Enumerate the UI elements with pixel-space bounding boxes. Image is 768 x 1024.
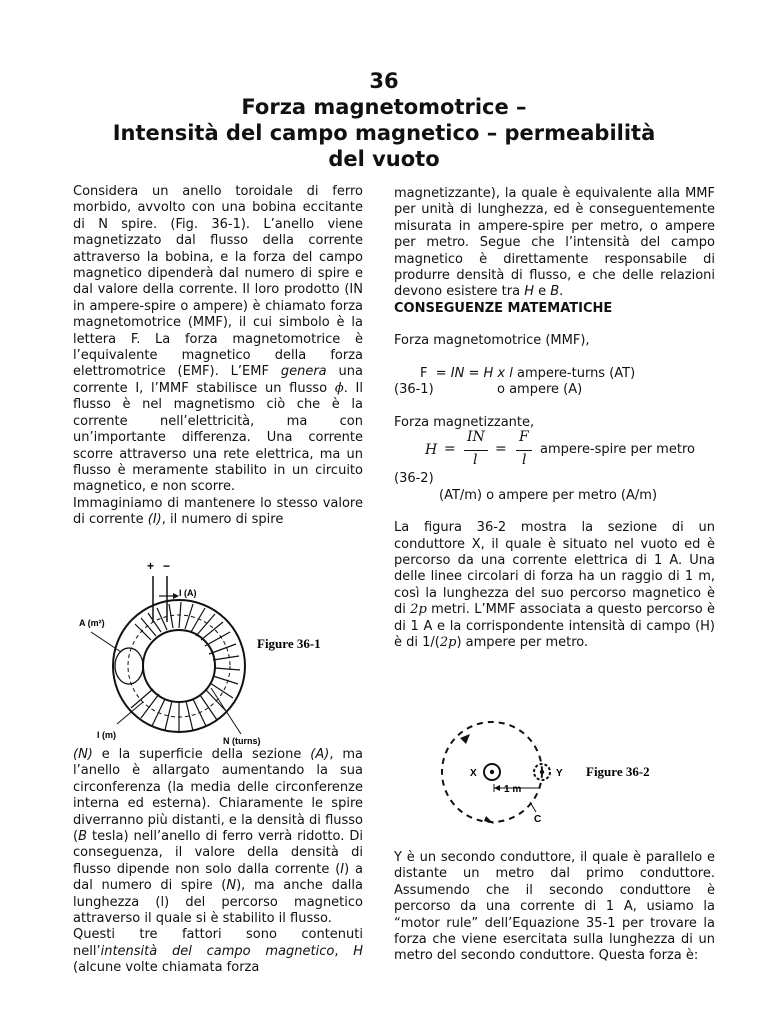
mmf-intro: Forza magnetomotrice (MMF),	[394, 333, 590, 349]
right-column	[394, 186, 715, 651]
right-column-continued	[394, 850, 715, 965]
equation-36-1-alt: o ampere (A)	[497, 382, 583, 398]
distance-label: 1 m	[504, 784, 522, 795]
page-title	[40, 68, 728, 172]
title-line-3: del vuoto	[328, 147, 440, 171]
figure-36-2-caption: Figure 36-2	[586, 764, 650, 779]
h-intro: Forza magnetizzante,	[394, 414, 535, 430]
left-paragraph-4: Questi tre fattori sono contenuti nell’intensità del campo magnetico, H (alcune volte chiamata forza	[73, 927, 363, 976]
conductor-x-label: X	[470, 768, 477, 779]
figure-36-1	[73, 556, 363, 746]
figure-36-1-caption: Figure 36-1	[257, 636, 321, 651]
section-heading: CONSEGUENZE MATEMATICHE	[394, 300, 613, 316]
right-paragraph-3: Y è un secondo conduttore, il quale è parallelo e distante un metro dal primo conduttore. Assumendo che il secondo conduttore è percorso da una corrente di 1 A, usiamo la “motor rule” dell’Equazione 35-1 per trovare la forza che viene esercitata sulla lunghezza di un metro del secondo conduttore. Questa forza è:	[394, 850, 715, 964]
current-label: I (A)	[179, 588, 197, 598]
plus-terminal-label: +	[147, 559, 155, 573]
chapter-number: 36	[369, 69, 399, 93]
equation-36-1: F = IN = H x l ampere-turns (AT)	[420, 365, 636, 381]
equation-36-2-alt: (AT/m) o ampere per metro (A/m)	[439, 487, 658, 503]
path-c-label: C	[534, 814, 542, 825]
right-paragraph-2: La figura 36-2 mostra la sezione di un conduttore X, il quale è situato nel vuoto ed è percorso da una corrente elettrica di 1 A. Una delle linee circolari di forza ha un raggio di 1 m, così la lunghezza del suo percorso magnetico è di 2p metri. L’MMF associata a questo percorso è di 1 A e la corrispondente intensità di campo (H) è di 1/(2p) ampere per metro.	[394, 520, 716, 650]
turns-label: N (turns)	[223, 736, 261, 746]
conductor-y-label: Y	[556, 768, 563, 779]
left-paragraph-2: Immaginiamo di mantenere lo stesso valore di corrente (I), il numero di spire	[73, 495, 363, 528]
left-paragraph-3: (N) e la superficie della sezione (A), ma l’anello è allargato aumentando la sua circonferenza (la media delle circonferenze interna ed esterna). Chiaramente le spire diverranno più distanti, e la densità di flusso (B tesla) nell’anello di ferro verrà ridotto. Di conseguenza, il valore della densità di flusso dipende non solo dalla corrente (I) a dal numero di spire (N), ma anche dalla lunghezza (l) del percorso magnetico attraverso il quale si è stabilito il flusso.	[73, 747, 364, 927]
title-line-1: Forza magnetomotrice –	[241, 95, 527, 119]
minus-terminal-label: −	[163, 559, 171, 573]
left-paragraph-1: Considera un anello toroidale di ferro morbido, avvolto con una bobina eccitante di N spire. (Fig. 36-1). L’anello viene magnetizzato dal flusso della corrente attraverso la bobina, e la forza del campo magnetico dipenderà dal numero di spire e dal valore della corrente. Il loro prodotto (IN in ampere-spire o ampere) è chiamato forza magnetomotrice (MMF), il cui simbolo è la lettera F. La forza magnetomotrice è l’equivalente magnetico della forza elettromotrice (EMF). L’EMF genera una corrente I, l’MMF stabilisce un flusso ϕ. Il flusso è nel magnetismo ciò che è la corrente nell’elettricità, ma con un’importante differenza. Una corrente scorre attraverso una rete elettrica, ma un flusso è meramente stabilito in un circuito magnetico, e non scorre.	[73, 184, 363, 495]
equation-36-2-number: (36-2)	[394, 471, 434, 487]
left-column	[73, 184, 363, 529]
right-paragraph-1: magnetizzante), la quale è equivalente alla MMF per unità di lunghezza, ed è conseguentemente misurata in ampere-spire per metro, o ampere per metro. Segue che l’intensità del campo magnetico è direttamente responsabile di produrre densità di flusso, e che delle relazioni devono esistere tra H e B.	[394, 186, 715, 300]
equation-36-2: H = IN l = F l ampere-spire per metro	[425, 429, 695, 469]
equation-36-1-number: (36-1)	[394, 382, 434, 398]
phi-symbol: ϕ	[334, 380, 344, 396]
length-label: l (m)	[97, 730, 116, 740]
title-line-2: Intensità del campo magnetico – permeabilità	[112, 121, 656, 145]
left-column-continued	[73, 747, 363, 977]
figure-36-2	[440, 712, 680, 842]
area-label: A (m²)	[79, 618, 105, 628]
